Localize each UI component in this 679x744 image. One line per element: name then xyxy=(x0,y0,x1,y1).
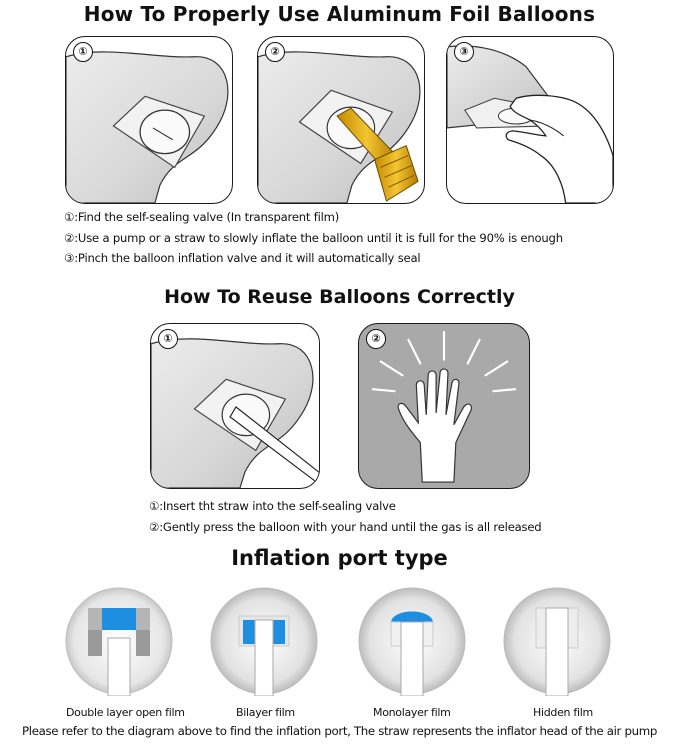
step-number: ② xyxy=(366,329,386,349)
step-number: ① xyxy=(158,329,178,349)
reuse-step-1: ①:Insert tht straw into the self-sealing valve xyxy=(149,499,396,513)
step-number: ① xyxy=(73,42,93,62)
pump-nozzle-icon xyxy=(258,37,424,203)
port-label: Hidden film xyxy=(533,706,593,719)
step-panel-seal xyxy=(446,36,614,204)
pinching-hand-icon xyxy=(447,37,613,203)
use-step-1: ①:Find the self-sealing valve (In transparent film) xyxy=(64,210,340,224)
section-title-ports: Inflation port type xyxy=(231,546,448,570)
port-cross-section-icon xyxy=(209,586,319,696)
straw-icon xyxy=(151,324,319,488)
hand-press-icon xyxy=(359,324,529,488)
reuse-panel-straw xyxy=(150,323,320,489)
reuse-step-2: ②:Gently press the balloon with your hand until the gas is all released xyxy=(149,520,542,534)
port-bilayer xyxy=(209,586,319,696)
use-step-2: ②:Use a pump or a straw to slowly inflate the balloon until it is full for the 90% is enough xyxy=(64,231,563,245)
section-title-use: How To Properly Use Aluminum Foil Balloons xyxy=(83,2,596,26)
use-step-3: ③:Pinch the balloon inflation valve and it will automatically seal xyxy=(64,251,421,265)
balloon-valve-icon xyxy=(66,37,232,203)
port-cross-section-icon xyxy=(502,586,612,696)
port-double-layer-open xyxy=(64,586,174,696)
step-panel-find-valve xyxy=(65,36,233,204)
port-cross-section-icon xyxy=(64,586,174,696)
port-label: Bilayer film xyxy=(236,706,295,719)
step-number: ② xyxy=(265,42,285,62)
port-label: Monolayer film xyxy=(373,706,451,719)
reuse-panel-press xyxy=(358,323,530,489)
section-title-reuse: How To Reuse Balloons Correctly xyxy=(164,286,515,308)
step-number: ③ xyxy=(454,42,474,62)
port-label: Double layer open film xyxy=(66,706,185,719)
step-panel-inflate xyxy=(257,36,425,204)
port-hidden xyxy=(502,586,612,696)
footer-note: Please refer to the diagram above to find the inflation port, The straw represents the inflator head of the air pump xyxy=(22,724,657,738)
port-monolayer xyxy=(357,586,467,696)
port-cross-section-icon xyxy=(357,586,467,696)
